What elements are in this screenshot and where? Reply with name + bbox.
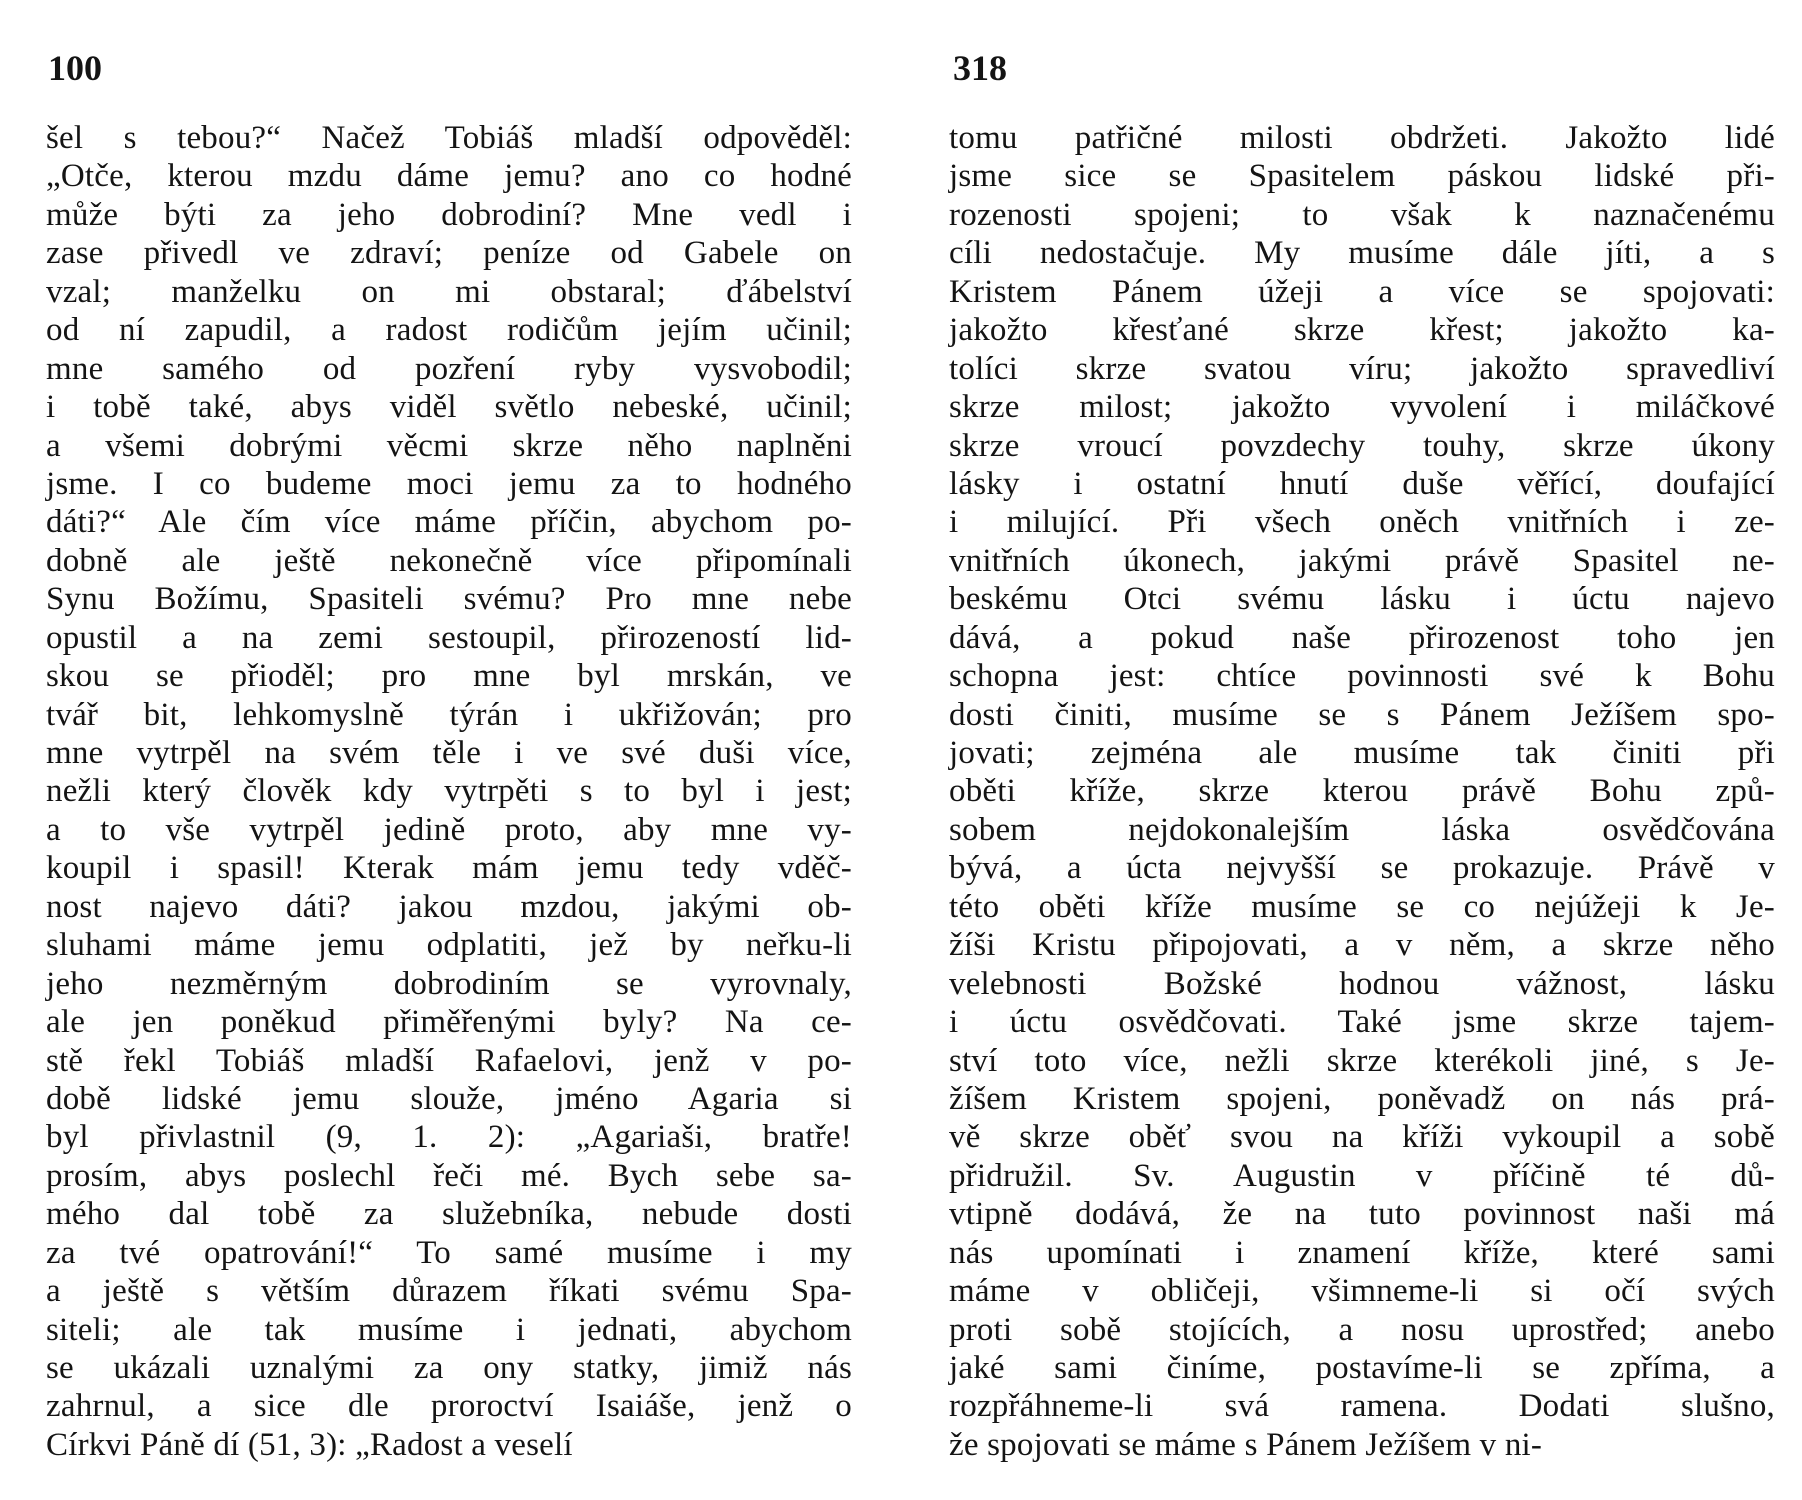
text-line: že spojovati se máme s Pánem Ježíšem v ni- [949,1426,1543,1463]
text-line: Kristem Pánem úžeji a více se spojovati: [949,273,1775,310]
text-line: i úctu osvědčovati. Také jsme skrze tajem- [949,1004,1775,1041]
text-line: velebnosti Božské hodnou vážnost, lásku [949,965,1775,1002]
text-line: mého dal tobě za služebníka, nebude dosti [46,1196,852,1233]
right-page-number: 318 [953,48,1007,88]
text-line: rozenosti spojeni; to však k naznačenému [949,196,1775,233]
text-line: nežli který člověk kdy vytrpěti s to byl i jest; [46,773,852,810]
text-line: jovati; zejména ale musíme tak činiti při [949,735,1775,771]
text-line: šel s tebou?“ Načež Tobiáš mladší odpověděl: [46,120,852,156]
text-line: jaké sami činíme, postavíme-li se zpříma, a [949,1350,1775,1386]
text-line: zase přivedl ve zdraví; peníze od Gabele on [46,235,852,272]
text-line: vnitřních úkonech, jakými právě Spasitel ne- [949,542,1775,579]
text-line: a ještě s větším důrazem říkati svému Spa- [46,1273,852,1310]
text-line: jsme. I co budeme moci jemu za to hodného [46,465,852,502]
text-line: beskému Otci svému lásku i úctu najevo [949,581,1775,618]
text-line: proti sobě stojících, a nosu uprostřed; anebo [949,1311,1775,1348]
text-line: nost najevo dáti? jakou mzdou, jakými ob- [46,888,852,925]
text-line: ství toto více, nežli skrze kterékoli jiné, s Je- [949,1042,1775,1079]
text-line: sobem nejdokonalejším láska osvědčována [949,811,1775,848]
text-line: a všemi dobrými věcmi skrze něho naplněni [46,427,852,464]
text-line: za tvé opatrování!“ To samé musíme i my [46,1234,852,1271]
text-line: oběti kříže, skrze kterou právě Bohu způ- [949,773,1775,810]
text-line: skrze milost; jakožto vyvolení i miláčkové [949,389,1775,426]
text-line: tolíci skrze svatou víru; jakožto spravedliví [949,350,1775,387]
text-line: Církvi Páně dí (51, 3): „Radost a veselí [46,1426,573,1463]
text-line: cíli nedostačuje. My musíme dále jíti, a s [949,235,1775,272]
text-line: vě skrze oběť svou na kříži vykoupil a sobě [949,1119,1775,1156]
text-line: Synu Božímu, Spasiteli svému? Pro mne nebe [46,581,852,618]
text-line: skou se přioděl; pro mne byl mrskán, ve [46,658,852,695]
text-line: tvář bit, lehkomyslně týrán i ukřižován; pro [46,696,852,733]
text-line: koupil i spasil! Kterak mám jemu tedy vděč- [46,850,852,887]
text-line: žíšem Kristem spojeni, poněvadž on nás prá- [949,1080,1775,1117]
text-line: skrze vroucí povzdechy touhy, skrze úkony [949,427,1775,464]
text-line: ale jen poněkud přiměřenými byly? Na ce- [46,1004,852,1041]
text-line: nás upomínati i znamení kříže, které sami [949,1234,1775,1271]
text-line: mne samého od pozření ryby vysvobodil; [46,350,852,387]
text-line: dáti?“ Ale čím více máme příčin, abychom po- [46,504,852,541]
text-line: vtipně dodává, že na tuto povinnost naši má [949,1196,1775,1233]
text-line: od ní zapudil, a radost rodičům jejím učinil; [46,312,852,349]
text-line: dobně ale ještě nekonečně více připomínali [46,542,852,579]
text-line: máme v obličeji, všimneme-li si očí svých [949,1273,1775,1310]
text-line: této oběti kříže musíme se co nejúžeji k Je- [949,888,1775,925]
left-page-number: 100 [48,48,102,88]
text-line: mne vytrpěl na svém těle i ve své duši více, [46,735,852,771]
text-line: jeho nezměrným dobrodiním se vyrovnaly, [46,965,852,1002]
text-line: schopna jest: chtíce povinnosti své k Bohu [949,658,1775,695]
right-page-text [949,119,1775,1464]
text-line: vzal; manželku on mi obstaral; ďábelství [46,273,852,310]
text-line: rozpřáhneme-li svá ramena. Dodati slušno, [949,1388,1775,1425]
text-line: přidružil. Sv. Augustin v příčině té dů- [949,1157,1775,1194]
text-line: zahrnul, a sice dle proroctví Isaiáše, jenž o [46,1388,852,1425]
text-line: bývá, a úcta nejvyšší se prokazuje. Právě v [949,850,1775,887]
text-line: „Otče, kterou mzdu dáme jemu? ano co hodné [46,158,852,195]
text-line: siteli; ale tak musíme i jednati, abychom [46,1311,852,1348]
text-line: byl přivlastnil (9, 1. 2): „Agariaši, bratře! [46,1119,852,1156]
text-line: opustil a na zemi sestoupil, přirozeností lid- [46,619,852,656]
text-line: může býti za jeho dobrodiní? Mne vedl i [46,196,852,233]
text-line: tomu patřičné milosti obdržeti. Jakožto lidé [949,120,1775,156]
text-line: době lidské jemu slouže, jméno Agaria si [46,1080,852,1117]
text-line: lásky i ostatní hnutí duše věřící, doufající [949,465,1775,502]
left-page-text [46,119,852,1464]
text-line: sluhami máme jemu odplatiti, jež by neřku-li [46,927,852,964]
text-line: jsme sice se Spasitelem páskou lidské při- [949,158,1775,195]
text-line: i milující. Při všech oněch vnitřních i ze- [949,504,1775,541]
text-line: dosti činiti, musíme se s Pánem Ježíšem spo- [949,696,1775,733]
text-line: i tobě také, abys viděl světlo nebeské, učinil; [46,389,852,426]
text-line: žíši Kristu připojovati, a v něm, a skrze něho [949,927,1775,964]
text-line: stě řekl Tobiáš mladší Rafaelovi, jenž v po- [46,1042,852,1079]
text-line: dává, a pokud naše přirozenost toho jen [949,619,1775,656]
text-line: prosím, abys poslechl řeči mé. Bych sebe sa- [46,1157,852,1194]
text-line: a to vše vytrpěl jedině proto, aby mne vy- [46,811,852,848]
text-line: jakožto křesťané skrze křest; jakožto ka- [949,312,1775,349]
text-line: se ukázali uznalými za ony statky, jimiž nás [46,1350,852,1386]
